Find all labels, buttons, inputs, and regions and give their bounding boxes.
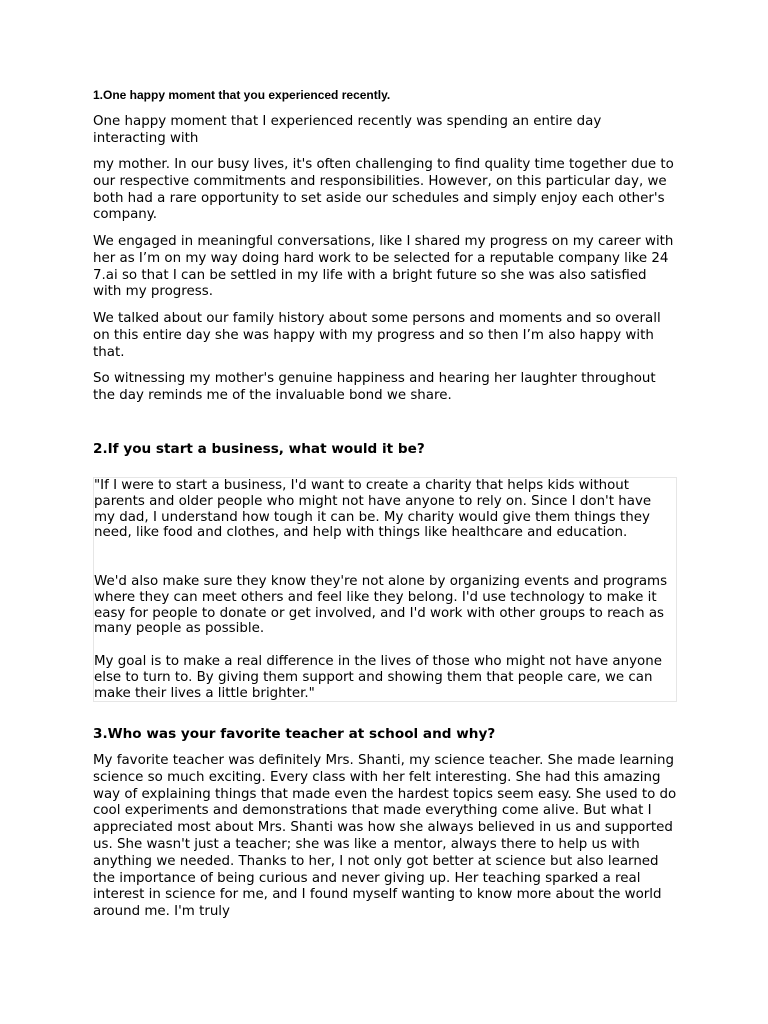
section2-paragraph-2: We'd also make sure they know they're not alone by organizing events and programs where they can meet others and feel like they belong. I'd use technology to make it easy for people to donate or get involved, and I'd work with other groups to reach as many people as possible. xyxy=(94,574,668,637)
section2-paragraph-1: "If I were to start a business, I'd want to create a charity that helps kids without parents and older people who might not have anyone to rely on. Since I don't have my dad, I understand how tough it can be. My charity would give them things they need, like food and clothes, and help with things like healthcare and education. xyxy=(94,478,652,541)
section2-text-box xyxy=(93,477,677,702)
section3-heading: 3.Who was your favorite teacher at school and why? xyxy=(93,726,496,742)
section1-paragraph-5: So witnessing my mother's genuine happiness and hearing her laughter throughout the day reminds me of the invaluable bond we share. xyxy=(93,371,656,403)
section1-paragraph-4: We talked about our family history about some persons and moments and so overall on this entire day she was happy with my progress and so then I’m also happy with that. xyxy=(93,311,661,360)
section1-paragraph-1: One happy moment that I experienced recently was spending an entire day interacting with xyxy=(93,114,602,146)
section2-paragraph-3: My goal is to make a real difference in the lives of those who might not have anyone else to turn to. By giving them support and showing them that people care, we can make their lives a little brighter." xyxy=(94,654,662,701)
section1-paragraph-2: my mother. In our busy lives, it's often challenging to find quality time together due to our respective commitments and responsibilities. However, on this particular day, we both had a rare opportunity to set aside our schedules and simply enjoy each other's company. xyxy=(93,157,674,223)
section3-paragraph-1: My favorite teacher was definitely Mrs. Shanti, my science teacher. She made learning science so much exciting. Every class with her felt interesting. She had this amazing way of explaining things that made even the hardest topics seem easy. She used to do cool experiments and demonstrations that made everything come alive. But what I appreciated most about Mrs. Shanti was how she always believed in us and supported us. She wasn't just a teacher; she was like a mentor, always there to help us with anything we needed. Thanks to her, I not only got better at science but also learned the importance of being curious and never giving up. Her teaching sparked a real interest in science for me, and I found myself wanting to know more about the world around me. I'm truly xyxy=(93,753,677,920)
section2-heading: 2.If you start a business, what would it be? xyxy=(93,441,425,457)
section1-heading: 1.One happy moment that you experienced recently. xyxy=(93,88,391,102)
section1-paragraph-3: We engaged in meaningful conversations, like I shared my progress on my career with her as I’m on my way doing hard work to be selected for a reputable company like 24 7.ai so that I can be settled in my life with a bright future so she was also satisfied with my progress. xyxy=(93,234,674,300)
